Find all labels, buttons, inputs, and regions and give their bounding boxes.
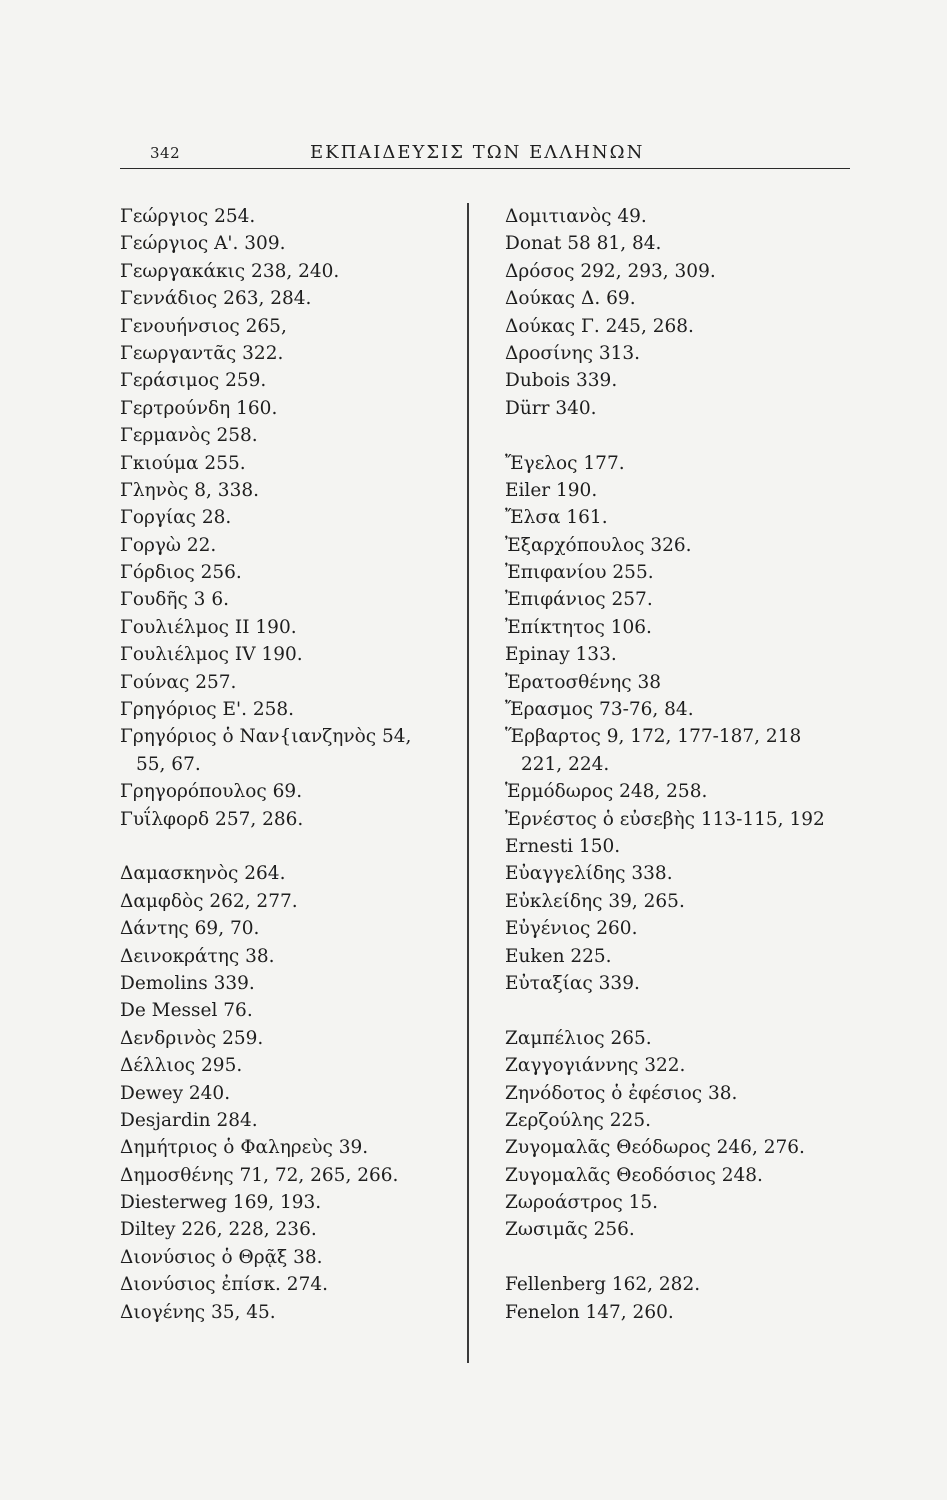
index-entry: Δέλλιος 295. <box>120 1055 243 1077</box>
index-entry: Γρηγόριος ὁ Ναν{ιανζηνὸς 54, <box>120 726 412 748</box>
index-entry: Γρηγορόπουλος 69. <box>120 781 303 803</box>
index-entry: Fenelon 147, 260. <box>505 1301 674 1323</box>
index-entry: Ἔλσα 161. <box>505 507 608 529</box>
index-entry: Διογένης 35, 45. <box>120 1301 276 1323</box>
index-entry: Δάντης 69, 70. <box>120 918 260 940</box>
index-entry: Δρόσος 292, 293, 309. <box>505 260 716 282</box>
index-entry: Γεννάδιος 263, 284. <box>120 288 312 310</box>
column-divider <box>467 203 469 1363</box>
index-entry: 221, 224. <box>521 753 610 775</box>
index-column-right <box>505 203 865 1326</box>
index-entry: Γενουήνσιος 265, <box>120 315 287 337</box>
index-entry: Δαμφδὸς 262, 277. <box>120 890 298 912</box>
index-entry: Γουδῆς 3 6. <box>120 589 229 611</box>
index-entry: Ζωσιμᾶς 256. <box>505 1219 635 1241</box>
index-entry: Ἐξαρχόπουλος 326. <box>505 534 692 556</box>
index-entry: Ζηνόδοτος ὁ ἐφέσιος 38. <box>505 1082 738 1104</box>
index-entry: Γυΐλφορδ 257, 286. <box>120 808 304 830</box>
index-entry: Euken 225. <box>505 945 612 967</box>
group-gap <box>505 422 865 449</box>
index-entry: Γεωργακάκις 238, 240. <box>120 260 340 282</box>
running-title: ΕΚΠΑΙΔΕΥΣΙΣ ΤΩΝ ΕΛΛΗΝΩΝ <box>310 142 645 163</box>
index-entry: Ἐρατοσθένης 38 <box>505 671 661 693</box>
index-entry: Donat 58 81, 84. <box>505 233 662 255</box>
index-entry: Ἐπίκτητος 106. <box>505 616 652 638</box>
page-number: 342 <box>150 144 181 162</box>
index-entry: Eiler 190. <box>505 479 598 501</box>
index-entry: Δημήτριος ὁ Φαληρεὺς 39. <box>120 1137 369 1159</box>
index-entry: Γκιούμα 255. <box>120 452 246 474</box>
index-entry: Fellenberg 162, 282. <box>505 1274 701 1296</box>
index-entry: Δεινοκράτης 38. <box>120 945 275 967</box>
index-entry: Γουλιέλμος ΙV 190. <box>120 644 303 666</box>
index-entry: Ἐρνέστος ὁ εὐσεβὴς 113-115, 192 <box>505 808 825 830</box>
index-entry: De Messel 76. <box>120 1000 253 1022</box>
index-entry: Demolins 339. <box>120 972 255 994</box>
index-entry: Dubois 339. <box>505 370 618 392</box>
index-entry: 55, 67. <box>136 753 201 775</box>
index-entry: Ἐπιφάνιος 257. <box>505 589 653 611</box>
index-entry: Δενδρινὸς 259. <box>120 1027 264 1049</box>
index-entry: Epinay 133. <box>505 644 617 666</box>
index-entry: Dewey 240. <box>120 1082 231 1104</box>
index-entry: Διονύσιος ὁ Θρᾷξ 38. <box>120 1246 323 1268</box>
index-entry: Εὐγένιος 260. <box>505 918 638 940</box>
index-entry: Γεώργιος Α'. 309. <box>120 233 286 255</box>
index-entry: Desjardin 284. <box>120 1109 258 1131</box>
index-column-left <box>120 203 470 1326</box>
index-entry: Ernesti 150. <box>505 835 621 857</box>
index-entry: Ζαγγογιάννης 322. <box>505 1055 686 1077</box>
index-entry: Γοργὼ 22. <box>120 534 217 556</box>
index-entry: Δροσίνης 313. <box>505 342 641 364</box>
index-entry: Ζυγομαλᾶς Θεοδόσιος 248. <box>505 1164 763 1186</box>
group-gap <box>505 997 865 1024</box>
index-entry: Ζωροάστρος 15. <box>505 1192 658 1214</box>
index-entry: Γούνας 257. <box>120 671 237 693</box>
index-entry: Ζυγομαλᾶς Θεόδωρος 246, 276. <box>505 1137 805 1159</box>
index-entry: Εὐταξίας 339. <box>505 972 640 994</box>
index-entry: Δαμασκηνὸς 264. <box>120 863 286 885</box>
index-entry: Γεράσιμος 259. <box>120 370 267 392</box>
index-entry: Γουλιέλμος ΙΙ 190. <box>120 616 297 638</box>
index-entry: Γόρδιος 256. <box>120 562 242 584</box>
group-gap <box>505 1244 865 1271</box>
index-entry: Ζερζούλης 225. <box>505 1109 651 1131</box>
index-entry: Δούκας Γ. 245, 268. <box>505 315 694 337</box>
index-entry: Ἐπιφανίου 255. <box>505 562 654 584</box>
index-entry: Diesterweg 169, 193. <box>120 1192 322 1214</box>
index-entry: Δημοσθένης 71, 72, 265, 266. <box>120 1164 399 1186</box>
index-entry: Γρηγόριος Ε'. 258. <box>120 699 295 721</box>
index-entry: Γερμανὸς 258. <box>120 425 258 447</box>
index-entry: Ἔρασμος 73-76, 84. <box>505 699 694 721</box>
index-entry: Γληνὸς 8, 338. <box>120 479 259 501</box>
index-entry: Δομιτιανὸς 49. <box>505 206 647 227</box>
index-entry: Εὐκλείδης 39, 265. <box>505 890 685 912</box>
index-entry: Δούκας Δ. 69. <box>505 288 636 310</box>
index-entry: Diltey 226, 228, 236. <box>120 1219 317 1241</box>
index-entry: Γεώργιος 254. <box>120 206 256 227</box>
index-entry: Ἔγελος 177. <box>505 452 625 474</box>
index-entry: Διονύσιος ἐπίσκ. 274. <box>120 1274 328 1296</box>
index-entry: Dürr 340. <box>505 397 597 419</box>
index-entry: Ἕρβαρτος 9, 172, 177-187, 218 <box>505 726 802 748</box>
group-gap <box>120 833 470 860</box>
index-entry: Ζαμπέλιος 265. <box>505 1027 652 1049</box>
page-header <box>120 142 850 169</box>
index-entry: Γερτρούνδη 160. <box>120 397 278 419</box>
index-entry: Γοργίας 28. <box>120 507 232 529</box>
index-entry: Ἑρμόδωρος 248, 258. <box>505 781 708 803</box>
index-entry: Εὐαγγελίδης 338. <box>505 863 673 885</box>
index-entry: Γεωργαντᾶς 322. <box>120 342 284 364</box>
